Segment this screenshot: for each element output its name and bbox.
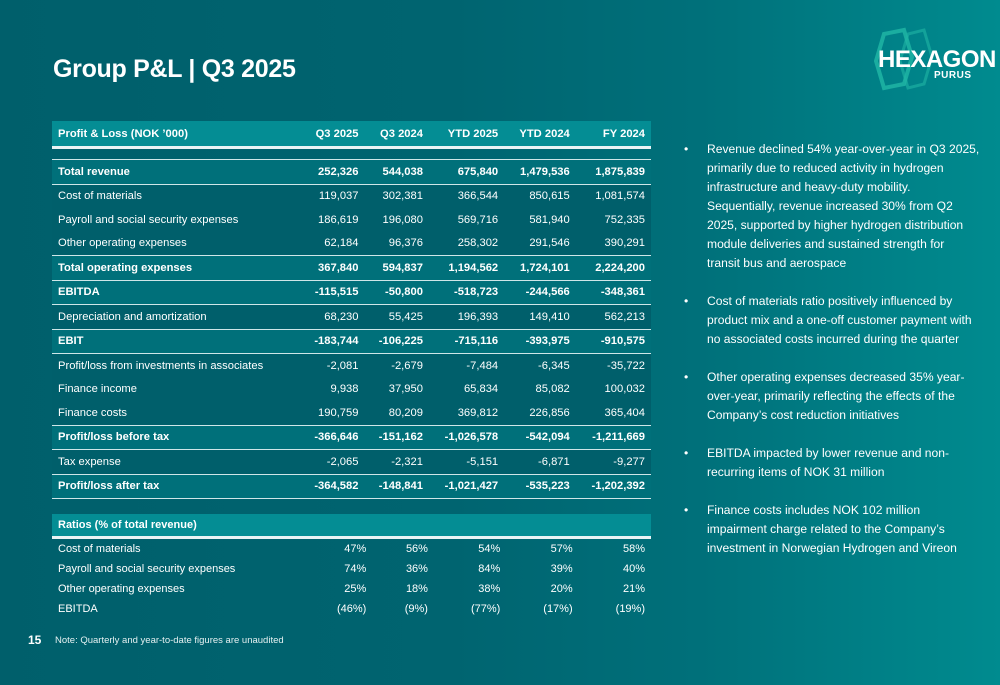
bullet-item bbox=[680, 292, 980, 349]
row-value: 367,840 bbox=[300, 256, 364, 281]
row-value: -6,871 bbox=[504, 450, 576, 475]
bullet-dot-icon: • bbox=[684, 446, 689, 460]
row-value: 1,875,839 bbox=[576, 160, 651, 185]
ratio-value: 47% bbox=[344, 543, 367, 555]
table-row bbox=[52, 256, 651, 281]
bullet-text: Cost of materials ratio positively influenced by product mix and a one-off customer payment with no associated costs incurred during the quarter bbox=[707, 294, 972, 346]
ratio-row bbox=[52, 538, 651, 560]
row-value: 675,840 bbox=[429, 160, 504, 185]
ratio-value: 40% bbox=[622, 563, 645, 575]
row-value: -244,566 bbox=[504, 280, 576, 305]
row-value: 252,326 bbox=[300, 160, 364, 185]
row-label: Cost of materials bbox=[52, 184, 300, 208]
row-value: 119,037 bbox=[300, 184, 364, 208]
column-header: YTD 2025 bbox=[447, 127, 499, 140]
commentary-bullets bbox=[680, 140, 980, 577]
row-value: 80,209 bbox=[364, 401, 428, 425]
row-value: 390,291 bbox=[576, 232, 651, 256]
row-value: -2,679 bbox=[364, 354, 428, 378]
row-value: 68,230 bbox=[300, 305, 364, 330]
row-label: EBIT bbox=[52, 329, 300, 354]
row-value: 186,619 bbox=[300, 208, 364, 232]
column-header: Q3 2024 bbox=[380, 127, 423, 140]
ratio-row bbox=[52, 599, 651, 619]
column-header: YTD 2024 bbox=[519, 127, 570, 140]
row-value: -148,841 bbox=[364, 474, 428, 499]
row-value: 37,950 bbox=[364, 378, 428, 402]
ratio-value: (17%) bbox=[543, 603, 573, 615]
bullet-item bbox=[680, 444, 980, 482]
logo-subtitle: PURUS bbox=[934, 70, 972, 81]
table-header-label: Profit & Loss (NOK ’000) bbox=[58, 127, 188, 140]
row-label: Other operating expenses bbox=[52, 232, 300, 256]
page-title: Group P&L | Q3 2025 bbox=[53, 55, 296, 83]
column-header: Q3 2025 bbox=[315, 127, 359, 140]
row-value: -518,723 bbox=[429, 280, 504, 305]
row-value: -2,081 bbox=[300, 354, 364, 378]
table-row bbox=[52, 184, 651, 208]
table-row bbox=[52, 378, 651, 402]
row-value: 569,716 bbox=[429, 208, 504, 232]
row-value: -9,277 bbox=[576, 450, 651, 475]
row-value: 581,940 bbox=[504, 208, 576, 232]
ratio-value: 54% bbox=[478, 543, 501, 555]
row-value: -535,223 bbox=[504, 474, 576, 499]
ratio-value: 25% bbox=[344, 583, 367, 595]
row-value: -5,151 bbox=[429, 450, 504, 475]
ratio-value: (46%) bbox=[336, 603, 367, 615]
ratio-value: 21% bbox=[622, 583, 645, 595]
ratio-value: 20% bbox=[550, 583, 573, 595]
table-row bbox=[52, 354, 651, 378]
row-value: 1,479,536 bbox=[504, 160, 576, 185]
table-row bbox=[52, 305, 651, 330]
bullet-dot-icon: • bbox=[684, 294, 689, 308]
row-value: 366,544 bbox=[429, 184, 504, 208]
row-value: -1,211,669 bbox=[576, 425, 651, 450]
ratio-value: (19%) bbox=[615, 603, 645, 615]
ratio-value: 38% bbox=[478, 583, 501, 595]
ratio-label: Payroll and social security expenses bbox=[58, 563, 236, 575]
bullet-dot-icon: • bbox=[684, 370, 689, 384]
bullet-dot-icon: • bbox=[684, 503, 689, 517]
table-row bbox=[52, 208, 651, 232]
row-value: -715,116 bbox=[429, 329, 504, 354]
ratio-value: 39% bbox=[550, 563, 573, 575]
table-row bbox=[52, 329, 651, 354]
row-value: -106,225 bbox=[364, 329, 428, 354]
row-value: 226,856 bbox=[504, 401, 576, 425]
ratio-row bbox=[52, 579, 651, 599]
row-value: 149,410 bbox=[504, 305, 576, 330]
header-separator bbox=[52, 148, 651, 160]
row-value: -364,582 bbox=[300, 474, 364, 499]
bullet-text: Revenue declined 54% year-over-year in Q3 2025, primarily due to reduced activity in hydrogen infrastructure and heavy-duty mobility. Sequentially, revenue increased 30% from Q2 2025, supported by higher hydrogen distribution module deliveries and sustained strength for transit bus and aerospace bbox=[707, 142, 980, 270]
row-value: -2,065 bbox=[300, 450, 364, 475]
table-header-row bbox=[52, 121, 651, 148]
bullet-dot-icon: • bbox=[684, 142, 689, 156]
ratios-header-row bbox=[52, 514, 651, 538]
row-label: Finance costs bbox=[52, 401, 300, 425]
row-value: -151,162 bbox=[364, 425, 428, 450]
bullet-text: Finance costs includes NOK 102 million impairment charge related to the Company’s investment in Norwegian Hydrogen and Vireon bbox=[707, 503, 957, 555]
row-value: 562,213 bbox=[576, 305, 651, 330]
row-value: -35,722 bbox=[576, 354, 651, 378]
bullet-item bbox=[680, 501, 980, 558]
row-value: -393,975 bbox=[504, 329, 576, 354]
row-value: 2,224,200 bbox=[576, 256, 651, 281]
row-label: Payroll and social security expenses bbox=[52, 208, 300, 232]
row-label: Profit/loss from investments in associates bbox=[52, 354, 300, 378]
ratio-value: 36% bbox=[405, 563, 428, 575]
table-row bbox=[52, 232, 651, 256]
row-value: 369,812 bbox=[429, 401, 504, 425]
row-label: Finance income bbox=[52, 378, 300, 402]
column-header: FY 2024 bbox=[602, 127, 645, 140]
table-row bbox=[52, 160, 651, 185]
profit-loss-table bbox=[52, 121, 651, 499]
row-value: 9,938 bbox=[300, 378, 364, 402]
row-value: 1,081,574 bbox=[576, 184, 651, 208]
table-row bbox=[52, 401, 651, 425]
ratio-value: 74% bbox=[344, 563, 367, 575]
table-row bbox=[52, 450, 651, 475]
row-value: -1,026,578 bbox=[429, 425, 504, 450]
row-value: 196,080 bbox=[364, 208, 428, 232]
table-row bbox=[52, 425, 651, 450]
row-value: -1,202,392 bbox=[576, 474, 651, 499]
row-value: -183,744 bbox=[300, 329, 364, 354]
row-value: 365,404 bbox=[576, 401, 651, 425]
bullet-item bbox=[680, 368, 980, 425]
row-value: 55,425 bbox=[364, 305, 428, 330]
row-value: -2,321 bbox=[364, 450, 428, 475]
ratio-value: 56% bbox=[405, 543, 428, 555]
row-value: 1,194,562 bbox=[429, 256, 504, 281]
ratio-value: (9%) bbox=[404, 603, 428, 615]
row-value: -910,575 bbox=[576, 329, 651, 354]
row-label: Total revenue bbox=[52, 160, 300, 185]
row-value: 96,376 bbox=[364, 232, 428, 256]
row-value: 85,082 bbox=[504, 378, 576, 402]
ratios-table bbox=[52, 514, 651, 619]
row-value: 196,393 bbox=[429, 305, 504, 330]
row-value: 752,335 bbox=[576, 208, 651, 232]
row-label: Depreciation and amortization bbox=[52, 305, 300, 330]
row-value: 100,032 bbox=[576, 378, 651, 402]
row-value: -348,361 bbox=[576, 280, 651, 305]
table-row bbox=[52, 474, 651, 499]
row-label: Tax expense bbox=[52, 450, 300, 475]
table-row bbox=[52, 280, 651, 305]
ratio-value: 18% bbox=[405, 583, 428, 595]
row-label: Profit/loss after tax bbox=[52, 474, 300, 499]
ratio-label: Cost of materials bbox=[58, 543, 141, 555]
row-value: 594,837 bbox=[364, 256, 428, 281]
row-value: -366,646 bbox=[300, 425, 364, 450]
row-value: -542,094 bbox=[504, 425, 576, 450]
ratio-value: 84% bbox=[478, 563, 501, 575]
logo-wordmark: HEXAGON bbox=[878, 46, 996, 73]
row-value: 258,302 bbox=[429, 232, 504, 256]
row-value: 850,615 bbox=[504, 184, 576, 208]
row-value: 544,038 bbox=[364, 160, 428, 185]
row-value: -7,484 bbox=[429, 354, 504, 378]
ratio-label: Other operating expenses bbox=[58, 583, 185, 595]
company-logo bbox=[862, 26, 996, 96]
footnote: Note: Quarterly and year-to-date figures are unaudited bbox=[55, 635, 284, 646]
page-number: 15 bbox=[28, 633, 42, 647]
row-value: 302,381 bbox=[364, 184, 428, 208]
row-label: EBITDA bbox=[52, 280, 300, 305]
row-label: Total operating expenses bbox=[52, 256, 300, 281]
row-value: 291,546 bbox=[504, 232, 576, 256]
ratio-value: 57% bbox=[550, 543, 573, 555]
row-value: 190,759 bbox=[300, 401, 364, 425]
ratios-header-label: Ratios (% of total revenue) bbox=[52, 514, 651, 538]
row-value: 62,184 bbox=[300, 232, 364, 256]
row-value: 65,834 bbox=[429, 378, 504, 402]
row-value: -115,515 bbox=[300, 280, 364, 305]
row-value: 1,724,101 bbox=[504, 256, 576, 281]
ratio-label: EBITDA bbox=[58, 603, 98, 615]
row-value: -6,345 bbox=[504, 354, 576, 378]
bullet-text: Other operating expenses decreased 35% year-over-year, primarily reflecting the effects of the Company’s cost reduction initiatives bbox=[707, 370, 965, 422]
ratio-value: 58% bbox=[622, 543, 645, 555]
ratio-value: (77%) bbox=[470, 603, 501, 615]
bullet-item bbox=[680, 140, 980, 273]
row-label: Profit/loss before tax bbox=[52, 425, 300, 450]
ratio-row bbox=[52, 559, 651, 579]
row-value: -1,021,427 bbox=[429, 474, 504, 499]
bullet-text: EBITDA impacted by lower revenue and non-recurring items of NOK 31 million bbox=[707, 446, 950, 479]
row-value: -50,800 bbox=[364, 280, 428, 305]
